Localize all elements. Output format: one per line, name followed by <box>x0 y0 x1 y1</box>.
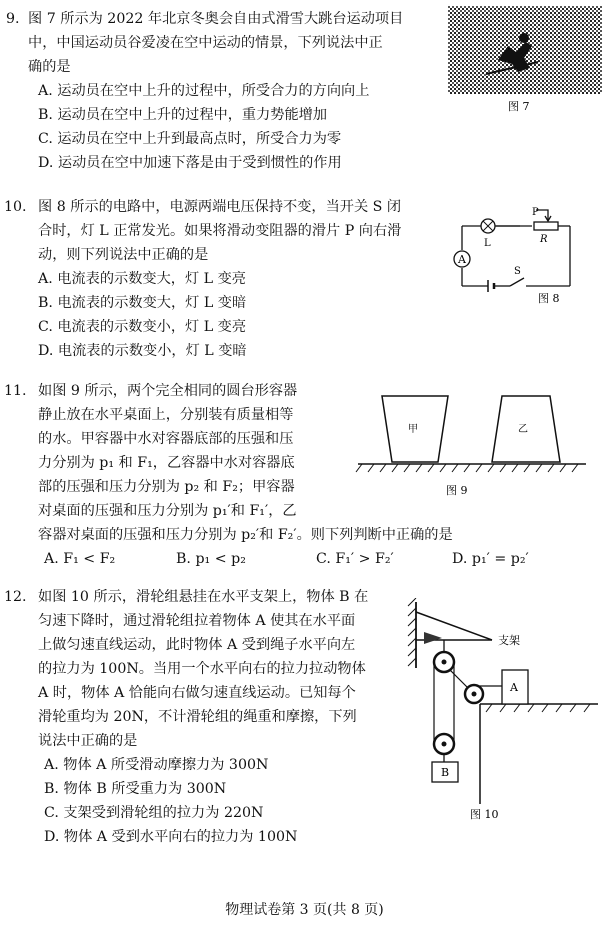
figure-8-circuit <box>448 206 578 304</box>
support-label: 支架 <box>498 634 520 647</box>
question-text: 部的压强和压力分别为 p₂ 和 F₂；甲容器 <box>38 479 295 495</box>
question-text: 对桌面的压强和压力分别为 p₁′和 F₁′，乙 <box>38 503 297 519</box>
figure-label: 图 9 <box>446 484 468 497</box>
question-text: 静止放在水平桌面上，分别装有质量相等 <box>38 407 294 423</box>
option-d: D. 电流表的示数变小，灯 L 变暗 <box>38 343 247 359</box>
question-text: A 时，物体 A 恰能向右做匀速直线运动。已知每个 <box>38 685 356 701</box>
option-d: D. 物体 A 受到水平向右的拉力为 100N <box>44 829 298 845</box>
option-a: A. 运动员在空中上升的过程中，所受合力的方向向上 <box>38 83 370 99</box>
question-text: 匀速下降时，通过滑轮组拉着物体 A 使其在水平面 <box>38 613 356 629</box>
block-b <box>432 762 458 782</box>
option-a: A. 电流表的示数变大，灯 L 变亮 <box>38 271 246 287</box>
right-pulley-icon <box>465 685 483 703</box>
question-text: 容器对桌面的压强和压力分别为 p₂′和 F₂′。则下列判断中正确的是 <box>38 527 453 543</box>
figure-7-skier-photo <box>446 4 606 114</box>
block-a <box>502 670 528 704</box>
svg-text:A: A <box>510 681 518 694</box>
page-footer: 物理试卷第 3 页(共 8 页) <box>225 902 384 918</box>
question-text: 图 7 所示为 2022 年北京冬奥会自由式滑雪大跳台运动项目 <box>28 11 404 27</box>
container-label: 乙 <box>518 424 528 435</box>
option-b: B. 物体 B 所受重力为 300N <box>44 781 227 797</box>
table-surface <box>480 704 598 804</box>
movable-pulley-icon <box>434 734 454 754</box>
question-number: 9. <box>6 11 20 27</box>
option-b: B. 电流表的示数变大，灯 L 变暗 <box>38 295 247 311</box>
svg-text:R: R <box>540 234 548 245</box>
option-b: B. 运动员在空中上升的过程中，重力势能增加 <box>38 107 328 123</box>
question-text: 说法中正确的是 <box>38 733 138 749</box>
option-a: A. 物体 A 所受滑动摩擦力为 300N <box>44 757 269 773</box>
option-c: C. 电流表的示数变小，灯 L 变亮 <box>38 319 247 335</box>
question-text: 如图 9 所示，两个完全相同的圆台形容器 <box>38 383 298 399</box>
figure-label: 图 10 <box>470 808 499 821</box>
question-text: 上做匀速直线运动，此时物体 A 受到绳子水平向左 <box>38 637 356 653</box>
question-text: 确的是 <box>28 59 71 75</box>
svg-text:A: A <box>458 253 466 266</box>
option-c: C. 运动员在空中上升到最高点时，所受合力为零 <box>38 131 342 147</box>
question-text: 合时，灯 L 正常发光。如果将滑动变阻器的滑片 P 向右滑 <box>38 223 402 239</box>
option-b: B. p₁ < p₂ <box>176 551 246 567</box>
fixed-pulley-icon <box>434 652 454 672</box>
question-text: 力分别为 p₁ 和 F₁，乙容器中水对容器底 <box>38 455 295 471</box>
figure-9-containers <box>354 386 590 504</box>
figure-label: 图 7 <box>508 100 530 113</box>
option-d: D. p₁′ = p₂′ <box>452 551 529 567</box>
svg-text:B: B <box>441 766 450 779</box>
question-text: 的水。甲容器中水对容器底部的压强和压 <box>38 431 294 447</box>
battery-icon <box>488 280 494 292</box>
question-text: 动，则下列说法中正确的是 <box>38 247 209 263</box>
option-a: A. F₁ < F₂ <box>44 551 116 567</box>
lamp-icon <box>481 219 495 233</box>
figure-10-pulley-system <box>402 598 602 826</box>
question-text: 中，中国运动员谷爱凌在空中运动的情景，下列说法中正 <box>28 35 383 51</box>
question-text: 的拉力为 100N。当用一个水平向右的拉力拉动物体 <box>38 661 366 677</box>
svg-text:S: S <box>514 266 521 277</box>
option-c: C. 支架受到滑轮组的拉力为 220N <box>44 805 264 821</box>
option-d: D. 运动员在空中加速下落是由于受到惯性的作用 <box>38 155 342 171</box>
option-c: C. F₁′ > F₂′ <box>316 551 394 567</box>
figure-label: 图 8 <box>538 292 560 304</box>
question-text: 如图 10 所示，滑轮组悬挂在水平支架上，物体 B 在 <box>38 589 369 605</box>
ammeter-icon <box>454 251 470 267</box>
question-number: 10. <box>4 199 27 215</box>
question-text: 滑轮重均为 20N，不计滑轮组的绳重和摩擦，下列 <box>38 709 357 725</box>
svg-text:L: L <box>484 238 491 249</box>
question-number: 11. <box>4 383 27 399</box>
question-number: 12. <box>4 589 27 605</box>
container-label: 甲 <box>408 424 418 435</box>
question-text: 图 8 所示的电路中，电源两端电压保持不变，当开关 S 闭 <box>38 199 402 215</box>
svg-text:P: P <box>532 207 539 218</box>
